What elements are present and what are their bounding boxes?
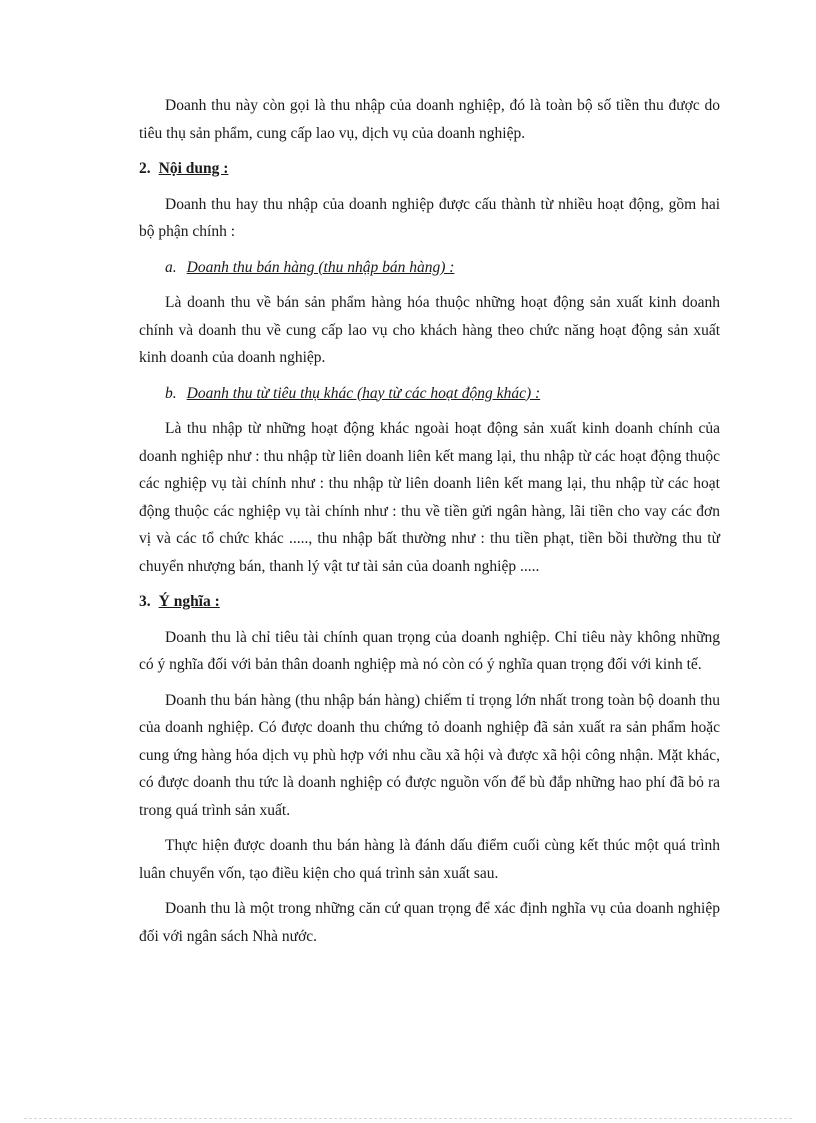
paragraph-meaning-2: Doanh thu bán hàng (thu nhập bán hàng) chiếm tỉ trọng lớn nhất trong toàn bộ doanh thu của doanh nghiệp. Có được doanh thu chứng tỏ doanh nghiệp đã sản xuất ra sản phẩm hoặc cung ứng hàng hóa dịch vụ phù hợp với nhu cầu xã hội và được xã hội công nhận. Mặt khác, có được doanh thu tức là doanh nghiệp có được nguồn vốn để bù đắp những hao phí đã bỏ ra trong quá trình sản xuất. bbox=[139, 691, 720, 819]
subheading-letter: b. bbox=[165, 384, 177, 402]
paragraph-sales-revenue: Là doanh thu về bán sản phẩm hàng hóa thuộc những hoạt động sản xuất kinh doanh chính và doanh thu về cung cấp lao vụ cho khách hàng theo chức năng hoạt động sản xuất kinh doanh của doanh nghiệp. bbox=[139, 294, 720, 366]
subheading-title: Doanh thu từ tiêu thụ khác (hay từ các hoạt động khác) : bbox=[186, 384, 541, 402]
section-number: 2. bbox=[139, 160, 151, 177]
paragraph-other-revenue: Là thu nhập từ những hoạt động khác ngoài hoạt động sản xuất kinh doanh chính của doanh nghiệp như : thu nhập từ liên doanh liên kết mang lại, thu nhập từ các hoạt động thuộc các nghiệp vụ tài chính như : thu nhập từ liên doanh liên kết mang lại, thu nhập từ các hoạt động thuộc các nghiệp vụ tài chính như : thu về tiền gửi ngân hàng, lãi tiền cho vay các đơn vị và các tổ chức khác ....., thu nhập bất thường như : thu tiền phạt, tiền bồi thường thu từ chuyển nhượng bán, thanh lý vật tư tài sản của doanh nghiệp ..... bbox=[139, 420, 720, 575]
subheading-other-revenue bbox=[165, 380, 720, 408]
section-number: 3. bbox=[139, 593, 151, 610]
section-heading-content bbox=[139, 155, 720, 183]
paragraph-meaning-3: Thực hiện được doanh thu bán hàng là đánh dấu điểm cuối cùng kết thúc một quá trình luân chuyển vốn, tạo điều kiện cho quá trình sản xuất sau. bbox=[139, 837, 720, 882]
subheading-sales-revenue bbox=[165, 254, 720, 282]
section-title: Ý nghĩa : bbox=[158, 593, 220, 610]
document-page bbox=[139, 92, 720, 958]
section-heading-meaning bbox=[139, 588, 720, 616]
subheading-title: Doanh thu bán hàng (thu nhập bán hàng) : bbox=[186, 258, 455, 276]
paragraph-meaning-1: Doanh thu là chỉ tiêu tài chính quan trọng của doanh nghiệp. Chỉ tiêu này không những có ý nghĩa đối với bản thân doanh nghiệp mà nó còn có ý nghĩa quan trọng đối với kinh tế. bbox=[139, 628, 720, 673]
section-title: Nội dung : bbox=[158, 160, 229, 177]
page-bottom-divider bbox=[24, 1118, 792, 1119]
paragraph-content: Doanh thu hay thu nhập của doanh nghiệp được cấu thành từ nhiều hoạt động, gồm hai bộ phận chính : bbox=[139, 195, 720, 240]
paragraph-meaning-4: Doanh thu là một trong những căn cứ quan trọng để xác định nghĩa vụ của doanh nghiệp đối với ngân sách Nhà nước. bbox=[139, 900, 720, 945]
paragraph-intro: Doanh thu này còn gọi là thu nhập của doanh nghiệp, đó là toàn bộ số tiền thu được do tiêu thụ sản phẩm, cung cấp lao vụ, dịch vụ của doanh nghiệp. bbox=[139, 97, 720, 142]
subheading-letter: a. bbox=[165, 258, 177, 276]
